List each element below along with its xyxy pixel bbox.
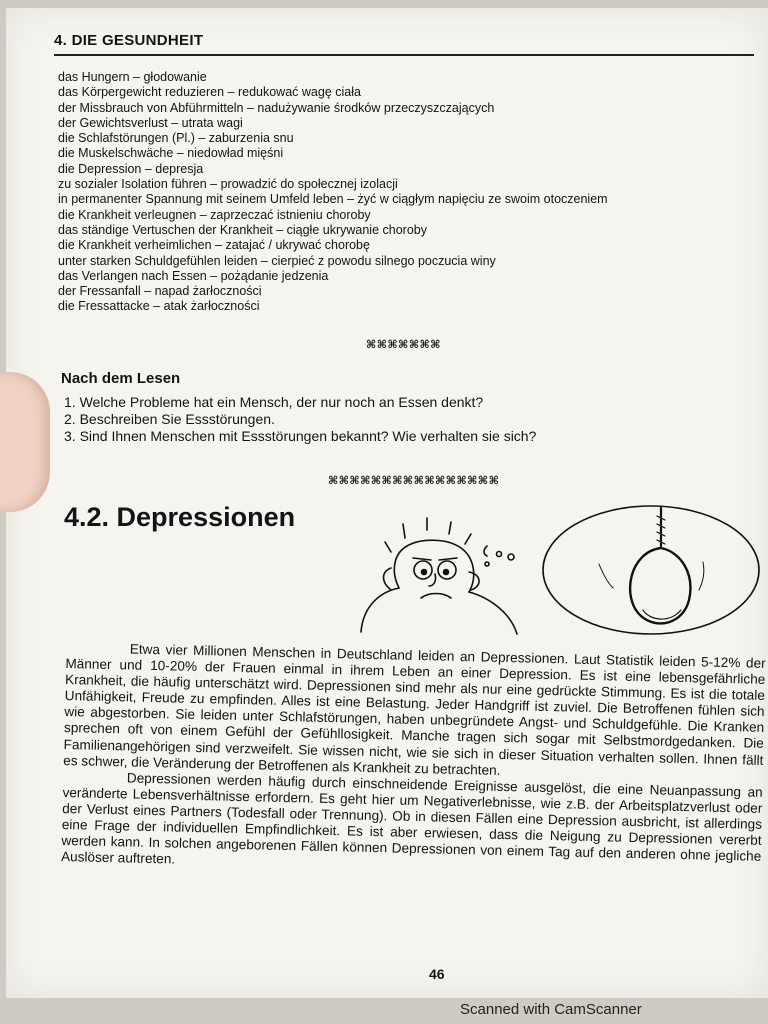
article-paragraph: Etwa vier Millionen Menschen in Deutschland leiden an Depressionen. Laut Statistik leiden 5-12% der Männer und 10-20% der Frauen einmal in ihrem Leben an einer Depression. Es ist eine lebensgefährliche Krankheit, die häufig unterschätzt wird. Depressionen sind mehr als nur eine gedrückte Stimmung. Es ist die totale Unfähigkeit, Freude zu empfinden. Alles ist eine Belastung. Jeder Handgriff ist zuviel. Die Betroffenen fühlen sich wie abgestorben. Sie leiden unter Schlafstörungen, haben unbegründete Angst- und Schuldgefühle. Die Kranken sprechen oft von einem Gefühl der Gefühllosigkeit. Manche tragen sich sogar mit Selbstmordgedanken. Die Familienangehörigen sind verzweifelt. Sie wissen nicht, wie sie sich in dieser Situation verhalten sollen. Ihnen fällt es schwer, die Veränderung der Betroffenen als Krankheit zu betrachten. (63, 641, 766, 778)
vocab-item: der Missbrauch von Abführmitteln – nadużywanie środków przeczyszczających (58, 100, 495, 115)
holding-thumb (0, 372, 50, 512)
vocab-item: das Verlangen nach Essen – pożądanie jedzenia (58, 268, 329, 283)
scanner-watermark: Scanned with CamScanner (460, 1001, 642, 1018)
vocab-item: der Fressanfall – napad żarłoczności (58, 284, 262, 299)
vocab-item: in permanenter Spannung mit seinem Umfeld leben – żyć w ciągłym napięciu ze swoim otoczeniem (58, 192, 608, 207)
vocab-item: die Muskelschwäche – niedowład mięśni (58, 146, 284, 161)
nach-dem-lesen-heading: Nach dem Lesen (61, 370, 181, 387)
vocab-item: die Depression – depresja (58, 161, 204, 176)
article-paragraph: Depressionen werden häufig durch einschneidende Ereignisse ausgelöst, die eine Neuanpassung an veränderte Lebensverhältnisse erfordern. Es geht hier um Negativerlebnisse, wie z.B. der Arbeitsplatzverlust oder der Verlust eines Partners (Todesfall oder Trennung). Ob in diesen Fällen eine Depression ausbricht, ist allerdings eine Frage der individuellen Empfindlichkeit. Es ist aber erwiesen, dass die Neigung zu Depressionen vererbt werden kann. In solchen angeborenen Fällen können Depressionen von einem Tag auf den anderen ohne jegliche Auslöser auftreten. (60, 770, 763, 867)
vocab-item: unter starken Schuldgefühlen leiden – cierpieć z powodu silnego poczucia winy (58, 253, 496, 268)
vocab-item: der Gewichtsverlust – utrata wagi (58, 115, 243, 130)
depression-illustration (351, 502, 761, 642)
section-title: 4.2. Depressionen (64, 502, 296, 532)
vocab-item: die Schlafstörungen (Pl.) – zaburzenia snu (58, 131, 294, 146)
noose-drawing (543, 506, 759, 634)
question-item: 2. Beschreiben Sie Essstörungen. (64, 411, 275, 427)
question-item: 3. Sind Ihnen Menschen mit Essstörungen bekannt? Wie verhalten sie sich? (64, 428, 537, 444)
chapter-header: 4. DIE GESUNDHEIT (54, 32, 204, 49)
vocab-item: zu sozialer Isolation führen – prowadzić do społecznej izolacji (58, 177, 398, 192)
question-item: 1. Welche Probleme hat ein Mensch, der nur noch an Essen denkt? (64, 394, 484, 410)
ornament-divider: ⌘⌘⌘⌘⌘⌘⌘ (366, 338, 441, 351)
vocab-item: das Hungern – głodowanie (58, 70, 207, 84)
vocab-item: das Körpergewicht reduzieren – redukować wagę ciała (58, 85, 361, 100)
book-page (6, 8, 768, 998)
vocab-item: die Fressattacke – atak żarłoczności (58, 299, 260, 314)
worried-person-drawing (361, 518, 517, 634)
ornament-divider: ⌘⌘⌘⌘⌘⌘⌘⌘⌘⌘⌘⌘⌘⌘⌘⌘ (328, 474, 500, 487)
header-rule (54, 54, 754, 56)
article-body (61, 640, 766, 881)
question-list (64, 394, 704, 445)
vocabulary-list (58, 70, 758, 315)
vocab-item: die Krankheit verheimlichen – zatajać / ukrywać chorobę (58, 238, 370, 253)
vocab-item: die Krankheit verleugnen – zaprzeczać istnieniu choroby (58, 207, 371, 222)
vocab-item: das ständige Vertuschen der Krankheit – ciągłe ukrywanie choroby (58, 222, 427, 237)
page-number: 46 (429, 966, 445, 982)
